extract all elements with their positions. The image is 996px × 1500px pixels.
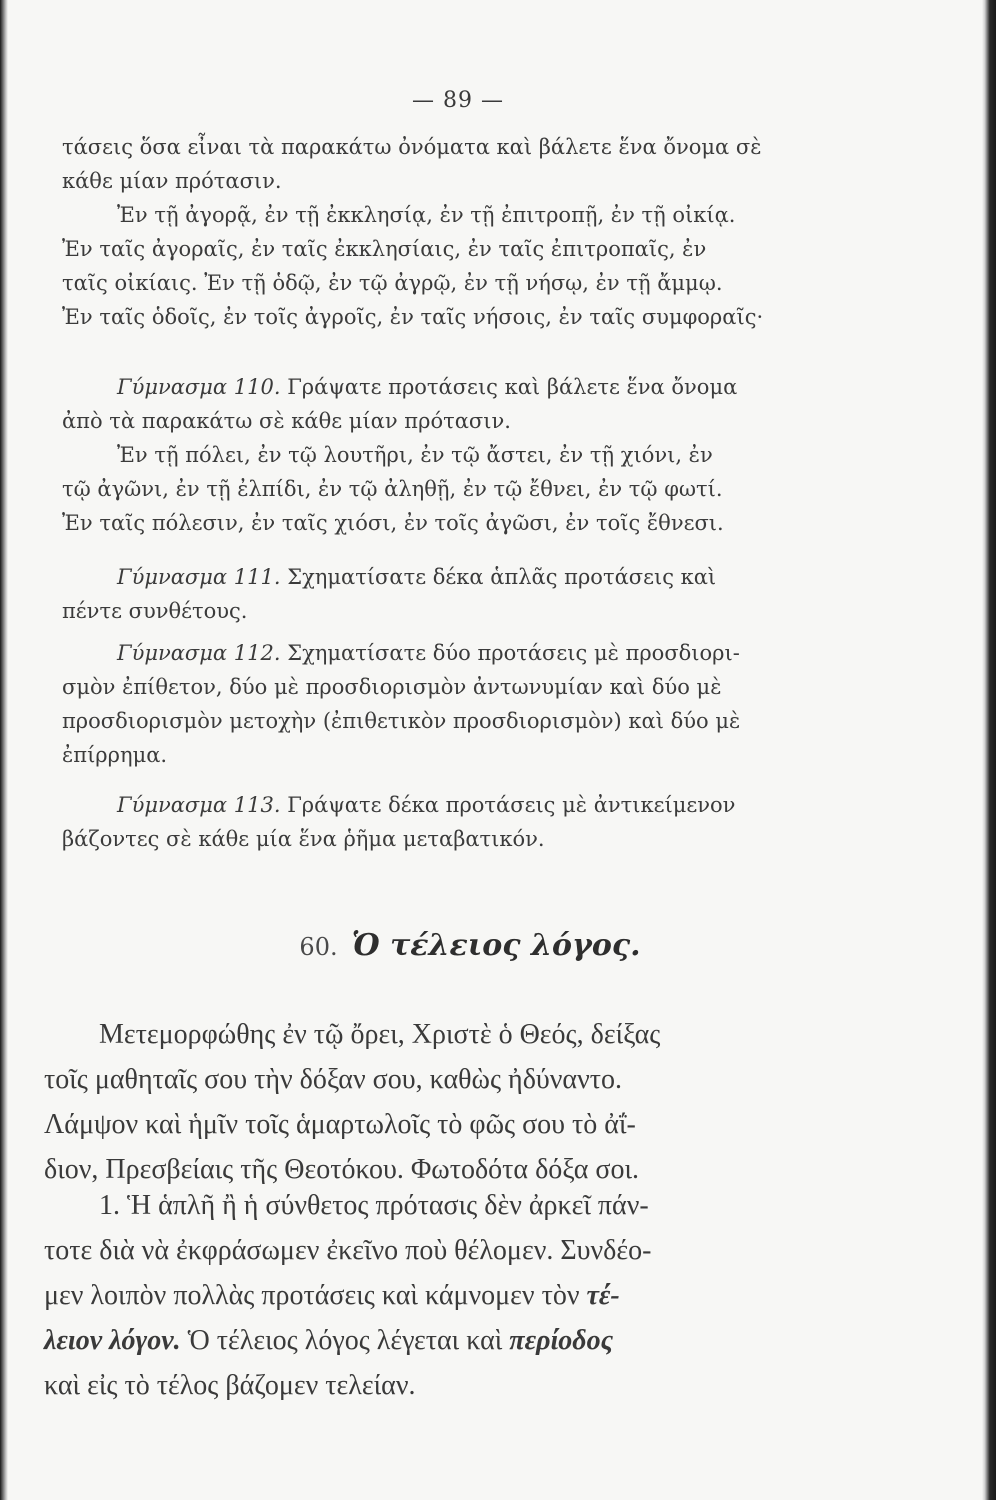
paragraph-line	[44, 1318, 854, 1363]
section-number: 60.	[299, 933, 338, 961]
section-heading	[0, 928, 940, 963]
example-line: Ἐν ταῖς ὁδοῖς, ἐν τοῖς ἀγροῖς, ἐν ταῖς νήσοις, ἐν ταῖς συμφοραῖς·	[62, 305, 764, 329]
hymn-text	[44, 1012, 854, 1192]
hymn-line: Μετεμορφώθης ἐν τῷ ὄρει, Χριστὲ ὁ Θεός, δείξας	[99, 1019, 661, 1050]
term-emphasis: λειον λόγον.	[44, 1325, 181, 1356]
paragraph-line: 1. Ἡ ἁπλῆ ἢ ἡ σύνθετος πρότασις δὲν ἀρκεῖ πάν-	[99, 1190, 649, 1221]
exercise-text: Σχηματίσατε δύο προτάσεις μὲ προσδιορι-	[287, 641, 740, 665]
section-title: Ὁ τέλειος λόγος.	[351, 928, 641, 963]
text-line: σμὸν ἐπίθετον, δύο μὲ προσδιορισμὸν ἀντωνυμίαν καὶ δύο μὲ	[62, 675, 722, 699]
example-line: τῷ ἀγῶνι, ἐν τῇ ἐλπίδι, ἐν τῷ ἀληθῇ, ἐν τῷ ἔθνει, ἐν τῷ φωτί.	[62, 477, 723, 501]
exercise-110	[62, 370, 852, 540]
paragraph-text: μεν λοιπὸν πολλὰς προτάσεις καὶ κάμνομεν τὸν	[44, 1280, 580, 1311]
term-emphasis: περίοδος	[509, 1325, 614, 1356]
text-line: ἐπίρρημα.	[62, 743, 168, 767]
exercise-label: Γύμνασμα 110.	[117, 375, 281, 399]
hymn-line: διον, Πρεσβείαις τῆς Θεοτόκου. Φωτοδότα δόξα σοι.	[44, 1154, 640, 1185]
exercise-line	[62, 636, 852, 670]
text-line: κάθε μίαν πρότασιν.	[62, 169, 282, 193]
exercise-line	[62, 560, 852, 594]
paragraph-line: καὶ εἰς τὸ τέλος βάζομεν τελείαν.	[44, 1370, 416, 1401]
example-line: Ἐν τῇ ἀγορᾷ, ἐν τῇ ἐκκλησίᾳ, ἐν τῇ ἐπιτροπῇ, ἐν τῇ οἰκίᾳ.	[117, 203, 736, 227]
hymn-line: τοῖς μαθηταῖς σου τὴν δόξαν σου, καθὼς ἠδύναντο.	[44, 1064, 622, 1095]
paragraph-line	[44, 1273, 854, 1318]
exercise-111	[62, 560, 852, 628]
paragraph-text: Ὁ τέλειος λόγος λέγεται καὶ	[180, 1325, 503, 1356]
exercise-label: Γύμνασμα 112.	[117, 641, 281, 665]
exercise-text: Γράψατε δέκα προτάσεις μὲ ἀντικείμενον	[287, 793, 736, 817]
text-line: προσδιορισμὸν μετοχὴν (ἐπιθετικὸν προσδιορισμὸν) καὶ δύο μὲ	[62, 709, 741, 733]
term-emphasis: τέ-	[586, 1280, 620, 1311]
text-line: ἀπὸ τὰ παρακάτω σὲ κάθε μίαν πρότασιν.	[62, 409, 511, 433]
exercise-112	[62, 636, 852, 772]
text-line: τάσεις ὅσα εἶναι τὰ παρακάτω ὀνόματα καὶ βάλετε ἕνα ὄνομα σὲ	[62, 135, 762, 159]
example-line: Ἐν ταῖς πόλεσιν, ἐν ταῖς χιόσι, ἐν τοῖς ἀγῶσι, ἐν τοῖς ἔθνεσι.	[62, 511, 724, 535]
example-line: Ἐν ταῖς ἀγοραῖς, ἐν ταῖς ἐκκλησίαις, ἐν ταῖς ἐπιτροπαῖς, ἐν	[62, 237, 707, 261]
exercise-line	[62, 788, 852, 822]
exercise-text: Σχηματίσατε δέκα ἁπλᾶς προτάσεις καὶ	[287, 565, 717, 589]
paragraph-line: τοτε διὰ νὰ ἐκφράσωμεν ἐκεῖνο ποὺ θέλομεν. Συνδέο-	[44, 1235, 652, 1266]
example-line: Ἐν τῇ πόλει, ἐν τῷ λουτῆρι, ἐν τῷ ἄστει, ἐν τῇ χιόνι, ἐν	[117, 443, 713, 467]
paragraph-1	[44, 1183, 854, 1408]
exercise-109-tail	[62, 130, 852, 334]
page-edge-right	[982, 0, 996, 1500]
exercise-label: Γύμνασμα 113.	[117, 793, 281, 817]
text-line: πέντε συνθέτους.	[62, 599, 248, 623]
page-number: — 89 —	[412, 88, 504, 113]
example-line: ταῖς οἰκίαις. Ἐν τῇ ὁδῷ, ἐν τῷ ἀγρῷ, ἐν τῇ νήσῳ, ἐν τῇ ἄμμῳ.	[62, 271, 723, 295]
exercise-label: Γύμνασμα 111.	[117, 565, 281, 589]
exercise-line	[62, 370, 852, 404]
text-line: βάζοντες σὲ κάθε μία ἕνα ῥῆμα μεταβατικόν.	[62, 827, 545, 851]
hymn-line: Λάμψον καὶ ἡμῖν τοῖς ἁμαρτωλοῖς τὸ φῶς σου τὸ ἀΐ-	[44, 1109, 636, 1140]
exercise-113	[62, 788, 852, 856]
page-edge-left	[0, 0, 8, 1500]
exercise-text: Γράψατε προτάσεις καὶ βάλετε ἕνα ὄνομα	[287, 375, 738, 399]
